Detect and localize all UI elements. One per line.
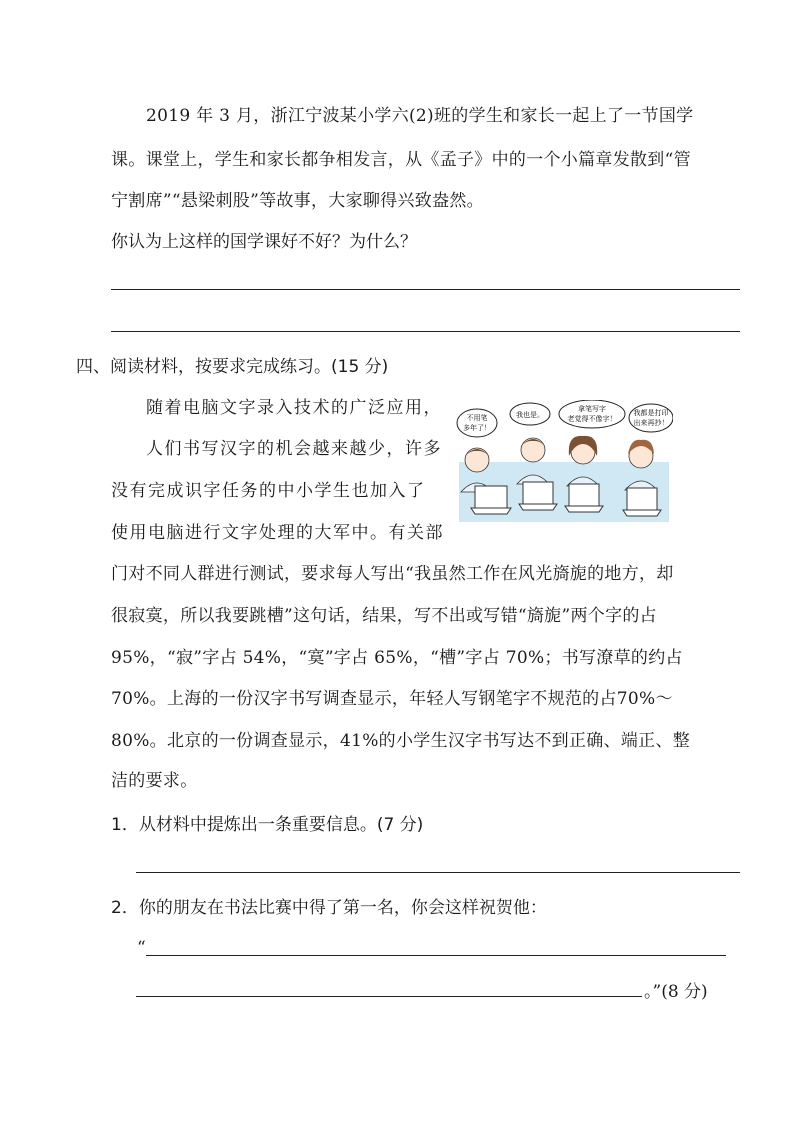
q2-answer-line-2[interactable] xyxy=(136,996,642,997)
material-line-8: 70%。上海的一份汉字书写调查显示，年轻人写钢笔字不规范的占70%～ xyxy=(111,689,673,709)
speech-bubble-1 xyxy=(457,409,497,437)
material-line-6: 很寂寞，所以我要跳槽”这句话，结果，写不出或写错“旖旎”两个字的占 xyxy=(111,606,657,626)
question-2: 2．你的朋友在书法比赛中得了第一名，你会这样祝贺他： xyxy=(111,898,547,918)
svg-text:我也是。: 我也是。 xyxy=(516,411,544,419)
material-line-1: 随着电脑文字录入技术的广泛应用， xyxy=(146,398,442,418)
answer-line-2[interactable] xyxy=(111,331,740,332)
students-computer-illustration xyxy=(455,400,673,525)
q1-answer-line[interactable] xyxy=(136,872,740,873)
passage1-line3: 宁割席”“悬梁刺股”等故事，大家聊得兴致盎然。 xyxy=(111,191,484,211)
svg-text:拿笔写字: 拿笔写字 xyxy=(578,405,606,413)
answer-line-1[interactable] xyxy=(111,289,740,290)
passage1-line2: 课。课堂上，学生和家长都争相发言，从《孟子》中的一个小篇章发散到“管 xyxy=(111,150,691,170)
laptop-3 xyxy=(565,484,603,512)
speech-bubble-3 xyxy=(559,400,625,428)
svg-text:老觉得不像字！: 老觉得不像字！ xyxy=(567,415,617,423)
section4-heading: 四、阅读材料，按要求完成练习。(15 分) xyxy=(76,357,389,377)
q2-answer-line-1[interactable] xyxy=(146,955,726,956)
svg-text:多年了！: 多年了！ xyxy=(463,424,491,432)
material-line-10: 洁的要求。 xyxy=(111,771,198,791)
material-line-5: 门对不同人群进行测试，要求每人写出“我虽然工作在风光旖旎的地方，却 xyxy=(111,564,674,584)
material-line-9: 80%。北京的一份调查显示，41%的小学生汉字书写达不到正确、端正、整 xyxy=(111,731,691,751)
passage1-question: 你认为上这样的国学课好不好？为什么？ xyxy=(111,232,417,252)
passage1-line1: 2019 年 3 月，浙江宁波某小学六(2)班的学生和家长一起上了一节国学 xyxy=(146,106,694,126)
svg-text:出来再抄！: 出来再抄！ xyxy=(633,419,669,427)
question-1: 1．从材料中提炼出一条重要信息。(7 分) xyxy=(111,815,424,835)
speech-bubble-4 xyxy=(629,404,673,432)
speech-bubble-2 xyxy=(510,403,550,425)
laptop-4 xyxy=(623,488,661,516)
material-line-4: 使用电脑进行文字处理的大军中。有关部 xyxy=(111,523,444,543)
material-line-2: 人们书写汉字的机会越来越少，许多 xyxy=(146,439,442,459)
material-line-3: 没有完成识字任务的中小学生也加入了 xyxy=(111,481,426,501)
laptop-2 xyxy=(519,482,557,510)
svg-text:我都是打印: 我都是打印 xyxy=(633,409,669,417)
svg-text:不用笔: 不用笔 xyxy=(466,414,488,422)
q2-open-quote: “ xyxy=(137,938,146,958)
material-line-7: 95%，“寂”字占 54%，“寞”字占 65%，“槽”字占 70%；书写潦草的约占 xyxy=(111,648,683,668)
q2-close-suffix: 。”(8 分) xyxy=(644,982,708,1002)
laptop-1 xyxy=(471,486,511,514)
